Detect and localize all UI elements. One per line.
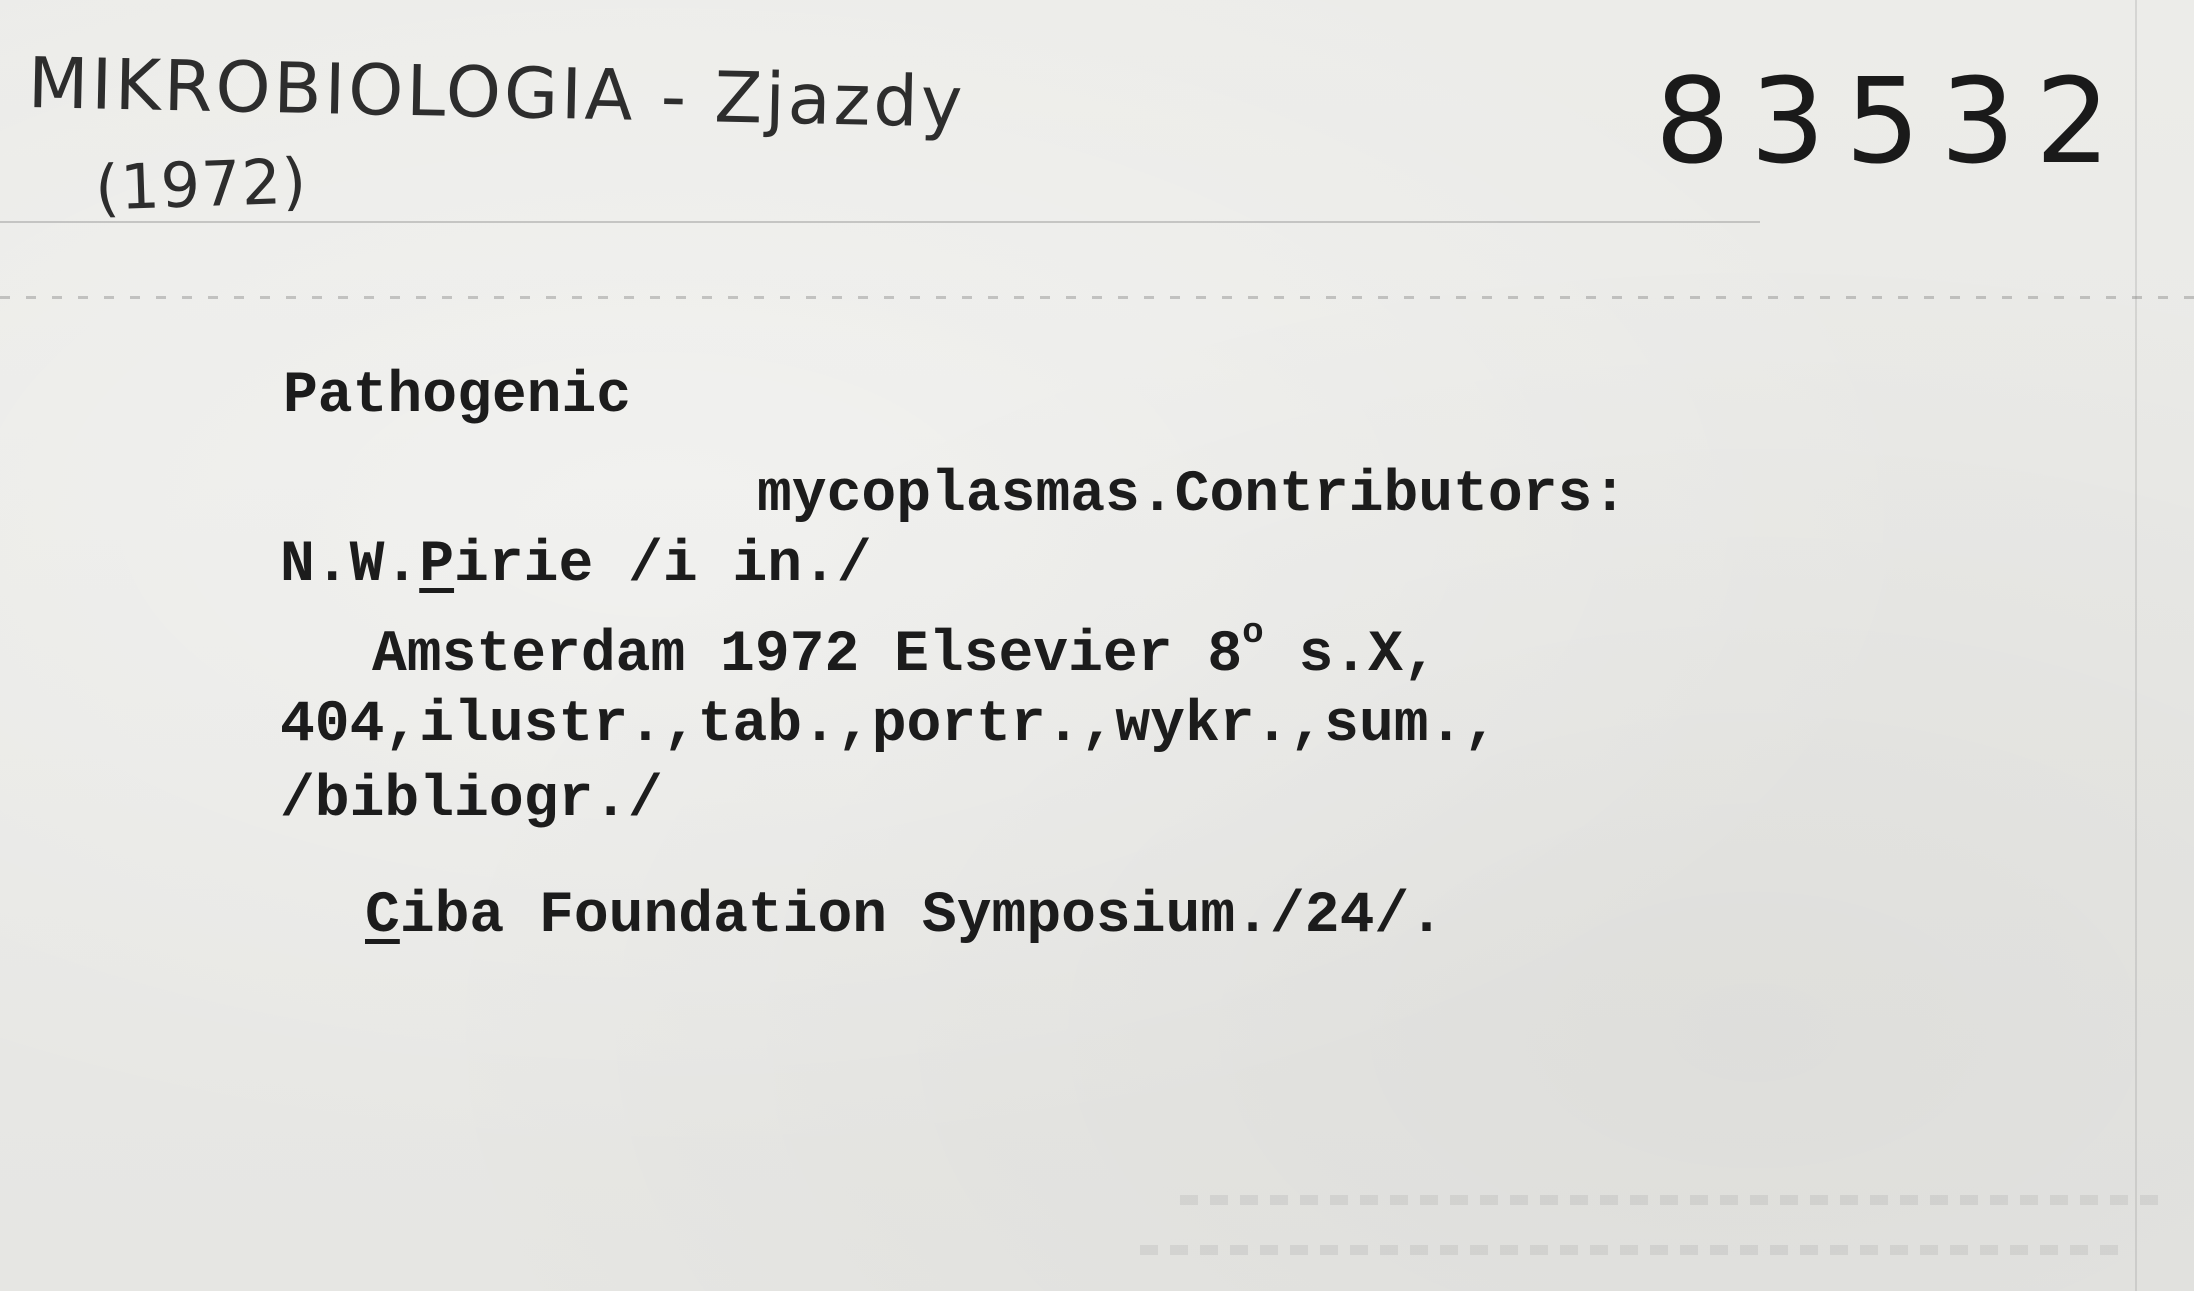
contributor-initials: N.W. <box>280 533 420 598</box>
subject-heading: MIKROBIOLOGIA - Zjazdy <box>27 42 967 144</box>
imprint-line <box>372 612 1438 688</box>
title-line-2: mycoplasmas.Contributors: <box>757 463 1628 528</box>
imprint-pages: s.X, <box>1263 623 1438 688</box>
call-number: 83532 <box>1655 52 2131 190</box>
subject-year: (1972) <box>93 144 309 225</box>
card-dotted-rule <box>0 296 2194 299</box>
title-line-1: Pathogenic <box>283 364 632 429</box>
print-bleed <box>1180 1195 2160 1205</box>
series-text: iba Foundation Symposium./24/. <box>399 884 1444 949</box>
series-filing-letter: C <box>365 884 400 949</box>
contributor-filing-letter: P <box>419 533 455 598</box>
format-superscript: o <box>1242 612 1264 653</box>
contributor-line <box>280 533 872 598</box>
imprint-text: Amsterdam 1972 Elsevier 8 <box>372 623 1243 688</box>
physical-description-line: 404,ilustr.,tab.,portr.,wykr.,sum., <box>280 693 1499 758</box>
card-rule-line <box>0 221 1760 223</box>
bibliography-note: /bibliogr./ <box>280 768 663 833</box>
print-bleed <box>1140 1245 2120 1255</box>
series-line <box>365 884 1444 949</box>
card-edge-line <box>2135 0 2137 1291</box>
contributor-name-rest: irie /i in./ <box>454 533 872 598</box>
